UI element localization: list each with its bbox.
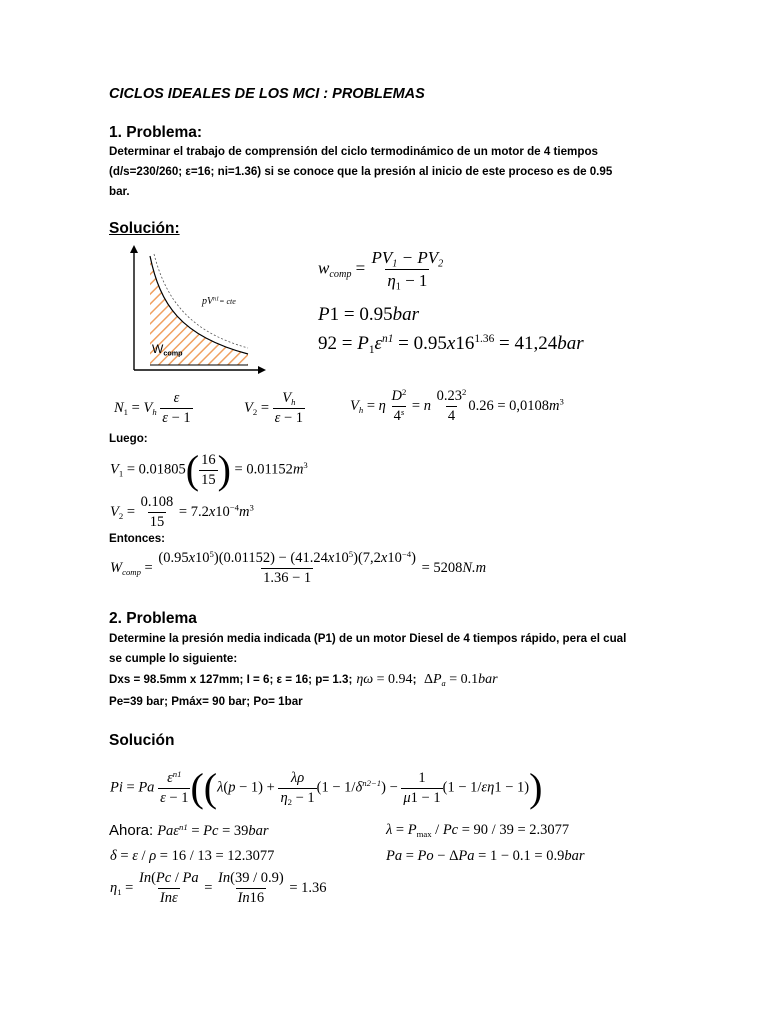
problem1-heading: 1. Problema: xyxy=(109,124,203,141)
problem1-line-1: Determinar el trabajo de comprensión del ciclo termodinámico de un motor de 4 tiempos xyxy=(109,145,598,158)
eq-pa: Pa = Po − ΔPa = 1 − 0.1 = 0.9bar xyxy=(386,848,585,864)
eq-ahora: Ahora: Paε$^{n1}$ = Pc = 39bar xyxy=(109,821,269,839)
problem1-line-3: bar. xyxy=(109,185,130,198)
problem2-heading: 2. Problema xyxy=(109,610,197,627)
problem2-data-line-1: Dxs = 98.5mm x 127mm; I = 6; ε = 16; p= 1.3; ηω = 0.94; $\Delta P_a = 0.1bar$ xyxy=(109,672,498,688)
eq-lambda: $\lambda = P_{max} / Pc = 90 / 39 = 2.3077$ xyxy=(386,822,570,840)
eq-n1: $N_1 = V_h$ $\frac{\varepsilon}{\varepsilon - 1}$ xyxy=(114,390,191,426)
entonces-label: Entonces: xyxy=(109,532,166,545)
eq-w-comp-value: $W_{comp}$ = $\frac{(0.95x10^5)(0.01152) - (41.24x10^5)(7,2x10^{-4})}{1.36 - 1}$ = 5208N.m xyxy=(110,548,487,586)
problem1-line-2: (d/s=230/260; ε=16; ni=1.36) si se conoce que la presión al inicio de este proceso es de 0.95 xyxy=(109,165,613,178)
x-arrow xyxy=(258,366,266,374)
work-area-label: $W_{comp}$ xyxy=(152,342,183,358)
eq-p2: $92 = P_1\varepsilon^{n1} = 0.95x16^{1.36} = 41,24bar$ xyxy=(318,333,584,356)
eq-pi: Pi = Pa $\frac{\varepsilon^{n1}}{\varepsilon - 1}$ ((λ(p − 1) + $\frac{\lambda\rho}{\eta_2 - 1}$ $(1 - 1/\delta^{n2-1})$ − $\frac{1}{\mu 1 - 1}$ (1 − 1/εη1 − 1)) xyxy=(110,765,543,810)
problem1-solution-label: Solución: xyxy=(109,220,180,237)
problem2-line-1: Determine la presión media indicada (P1) de un motor Diesel de 4 tiempos rápido, pera el cual xyxy=(109,632,627,645)
eq-v1-value: $V_1 = 0.01805$( $\frac{16}{15}$ ) = $0.01152m^3$ xyxy=(110,447,308,492)
pv-diagram-svg xyxy=(120,244,270,380)
problem2-line-2: se cumple lo siguiente: xyxy=(109,652,238,665)
eq-vh: $V_h = \eta$ $\frac{D^2}{4^s}$ = n $\frac{0.23^2}{4}$ $0.26 = 0,0108m^3$ xyxy=(350,386,564,424)
eq-v2: $V_2$ = $\frac{V_h}{\varepsilon - 1}$ xyxy=(244,390,304,426)
problem2-data-line-2: Pe=39 bar; Pmáx= 90 bar; Po= 1bar xyxy=(109,695,303,708)
eq-w-comp: $w_{comp}$ = $\frac{PV_1 - PV_2}{\eta_1 - 1}$ xyxy=(318,248,444,293)
eq-p1: P1 = 0.95bar xyxy=(318,304,419,325)
document-title: CICLOS IDEALES DE LOS MCI : PROBLEMAS xyxy=(109,86,425,102)
luego-label: Luego: xyxy=(109,432,148,445)
pv-diagram xyxy=(120,244,270,380)
problem2-solution-label: Solución xyxy=(109,732,175,749)
eq-eta1: $\eta_1$ = $\frac{In(Pc / Pa}{\text{Inε}}$ = $\frac{In(39 / 0.9)}{In16}$ = 1.36 xyxy=(110,870,327,906)
eq-delta: δ = ε / ρ = 16 / 13 = 12.3077 xyxy=(110,848,275,864)
pv-curve-label: $pV^{n1}=$ cte xyxy=(202,296,236,307)
y-arrow xyxy=(130,245,138,253)
eq-v2-value: $V_2$ = $\frac{0.108}{15}$ = $7.2x10^{-4}m^3$ xyxy=(110,494,254,530)
